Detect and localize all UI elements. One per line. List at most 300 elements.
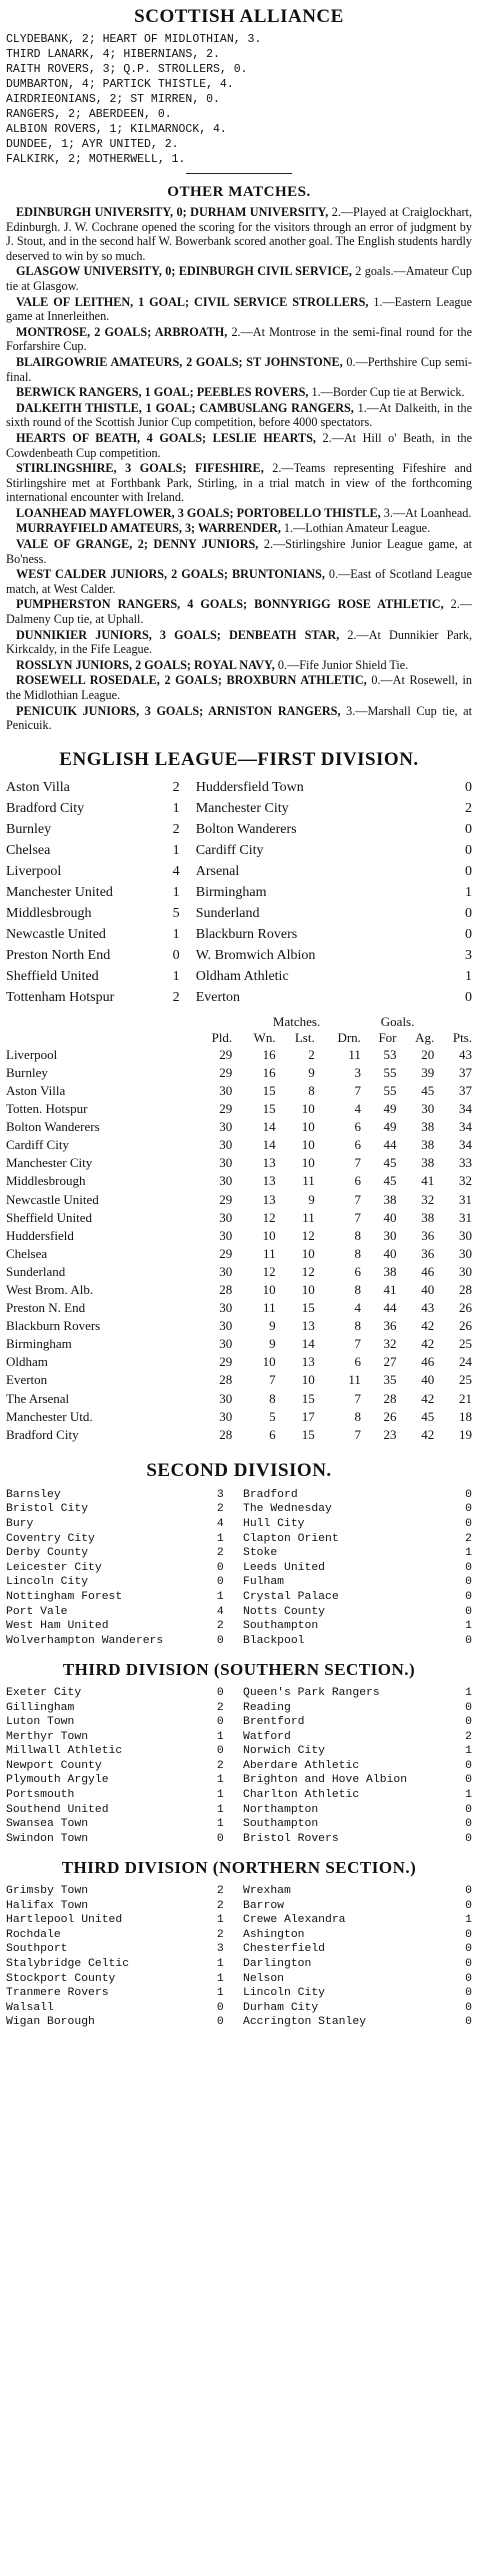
away-score: 1 <box>465 1620 472 1633</box>
away-score: 1 <box>465 884 472 900</box>
match-report <box>6 658 472 673</box>
cell-lost: 10 <box>301 1101 315 1117</box>
cell-drawn: 4 <box>354 1300 361 1316</box>
alliance-result-line: ALBION ROVERS, 1; KILMARNOCK, 4. <box>6 123 227 136</box>
cell-club: Middlesbrough <box>6 1173 86 1189</box>
home-team: Stockport County <box>6 1972 116 1985</box>
home-team: Aston Villa <box>6 779 70 795</box>
cell-club: Sunderland <box>6 1263 66 1279</box>
cell-lost: 10 <box>301 1155 315 1171</box>
home-score: 3 <box>216 1943 224 1956</box>
result-row <box>6 1884 472 1899</box>
cell-goals-for: 45 <box>383 1173 397 1189</box>
home-team: Liverpool <box>6 863 62 879</box>
away-score: 0 <box>465 1759 472 1772</box>
home-team: Hartlepool United <box>6 1914 123 1927</box>
cell-lost: 10 <box>301 1137 315 1153</box>
cell-goals-for: 55 <box>383 1082 397 1098</box>
alliance-result-line: DUNDEE, 1; AYR UNITED, 2. <box>6 138 179 151</box>
result-row <box>6 1803 472 1818</box>
match-report-lead: BERWICK RANGERS, 1 GOAL; PEEBLES ROVERS, <box>16 385 309 400</box>
away-team: Wrexham <box>242 1885 291 1897</box>
away-score: 0 <box>465 1716 472 1729</box>
away-team: Brighton and Hove Albion <box>242 1774 408 1787</box>
cell-won: 15 <box>262 1082 276 1098</box>
home-team: Walsall <box>6 2001 54 2014</box>
cell-club: Manchester City <box>6 1155 93 1171</box>
cell-lost: 11 <box>302 1209 315 1225</box>
cell-points: 43 <box>459 1046 472 1062</box>
alliance-result-line: RANGERS, 2; ABERDEEN, 0. <box>6 108 172 121</box>
result-row <box>6 1744 472 1759</box>
cell-points: 34 <box>459 1101 472 1117</box>
home-team: Swansea Town <box>6 1818 89 1831</box>
cell-points: 31 <box>459 1209 472 1225</box>
result-row <box>6 1986 472 2001</box>
match-report-lead: DUNNIKIER JUNIORS, 3 GOALS; DENBEATH STAR, <box>16 627 340 642</box>
result-row <box>6 1832 472 1847</box>
cell-lost: 13 <box>301 1354 315 1370</box>
result-row <box>6 1701 472 1716</box>
home-team: Coventry City <box>6 1532 95 1545</box>
match-report-lead: EDINBURGH UNIVERSITY, 0; DURHAM UNIVERSITY, <box>16 205 329 219</box>
home-score: 2 <box>216 1620 224 1633</box>
match-report-text: 1.—Border Cup tie at Berwick. <box>308 385 465 400</box>
cell-club: Manchester Utd. <box>6 1408 93 1424</box>
cell-club: Everton <box>6 1372 48 1388</box>
away-score: 2 <box>465 1532 472 1545</box>
cell-played: 30 <box>219 1300 233 1316</box>
cell-goals-against: 42 <box>421 1390 435 1406</box>
cell-drawn: 6 <box>354 1173 361 1189</box>
home-team: Portsmouth <box>6 1789 75 1802</box>
cell-lost: 12 <box>301 1227 315 1243</box>
cell-club: Totten. Hotspur <box>6 1101 88 1117</box>
match-report <box>6 521 472 536</box>
result-row <box>6 861 472 882</box>
home-score: 1 <box>216 1957 224 1970</box>
cell-goals-against: 46 <box>421 1354 435 1370</box>
cell-drawn: 11 <box>348 1046 361 1062</box>
match-report-text: 2.—At Dunnikier Park, Kirkcaldy, in the Fife League. <box>6 627 472 657</box>
cell-lost: 12 <box>301 1263 315 1279</box>
cell-lost: 15 <box>301 1390 315 1406</box>
scottish-alliance-results <box>6 32 472 167</box>
home-team: Halifax Town <box>6 1899 89 1912</box>
away-score: 0 <box>465 905 472 921</box>
away-score: 0 <box>465 1518 472 1531</box>
cell-played: 29 <box>219 1046 233 1062</box>
cell-goals-for: 38 <box>383 1191 397 1207</box>
cell-played: 29 <box>219 1101 233 1117</box>
result-row <box>6 1634 472 1649</box>
result-row <box>6 2015 472 2030</box>
away-team: Aberdare Athletic <box>242 1759 360 1772</box>
cell-played: 30 <box>219 1390 233 1406</box>
away-score: 0 <box>465 1576 472 1589</box>
other-matches-list <box>6 205 472 733</box>
match-report-text: 0.—East of Scotland League match, at West Calder. <box>6 567 472 596</box>
away-team: Bradford <box>242 1488 298 1501</box>
home-team: Sheffield United <box>6 968 99 984</box>
cell-goals-against: 38 <box>421 1137 435 1153</box>
cell-club: Huddersfield <box>6 1227 74 1243</box>
league-row <box>6 1191 472 1209</box>
away-score: 0 <box>465 1774 472 1787</box>
home-score: 2 <box>172 779 180 795</box>
cell-won: 12 <box>262 1263 276 1279</box>
league-row <box>6 1245 472 1263</box>
header-played: Pld. <box>211 1029 233 1045</box>
home-team: Manchester United <box>6 884 113 900</box>
away-team: Southampton <box>242 1818 319 1831</box>
cell-goals-for: 23 <box>383 1426 397 1442</box>
away-team: Northampton <box>242 1803 319 1816</box>
cell-goals-against: 42 <box>421 1318 435 1334</box>
match-report <box>6 264 472 293</box>
cell-club: Bradford City <box>6 1426 79 1442</box>
result-row <box>6 1590 472 1605</box>
league-row <box>6 1408 472 1426</box>
third-north-heading: THIRD DIVISION (NORTHERN SECTION.) <box>61 1858 417 1878</box>
cell-played: 30 <box>219 1082 233 1098</box>
result-row <box>6 1517 472 1532</box>
cell-won: 14 <box>262 1119 276 1135</box>
match-report-text: 0.—Fife Junior Shield Tie. <box>274 657 409 672</box>
league-row <box>6 1299 472 1317</box>
cell-lost: 11 <box>302 1173 315 1189</box>
away-score: 1 <box>465 1789 472 1802</box>
cell-played: 28 <box>219 1282 233 1297</box>
league-table-header-groups <box>6 1014 472 1030</box>
cell-goals-against: 32 <box>421 1191 435 1207</box>
home-team: Luton Town <box>6 1716 75 1729</box>
home-score: 0 <box>216 2016 224 2029</box>
result-row <box>6 1715 472 1730</box>
away-team: Durham City <box>242 2001 319 2014</box>
cell-club: Newcastle United <box>6 1191 99 1207</box>
cell-goals-against: 36 <box>421 1227 435 1243</box>
cell-points: 30 <box>459 1263 472 1279</box>
home-team: Bradford City <box>6 800 85 816</box>
result-row <box>6 1928 472 1943</box>
home-team: Bury <box>6 1518 34 1531</box>
cell-goals-for: 40 <box>383 1245 397 1261</box>
cell-points: 28 <box>459 1282 472 1297</box>
home-score: 2 <box>216 1503 224 1516</box>
away-team: Queen's Park Rangers <box>242 1686 380 1699</box>
cell-played: 28 <box>219 1372 233 1388</box>
home-score: 1 <box>216 1730 224 1743</box>
header-drawn: Drn. <box>337 1029 361 1045</box>
cell-won: 12 <box>262 1209 276 1225</box>
alliance-result-line: FALKIRK, 2; MOTHERWELL, 1. <box>6 153 186 166</box>
away-team: Nelson <box>242 1972 284 1985</box>
league-row <box>6 1118 472 1136</box>
match-report-lead: ROSSLYN JUNIORS, 2 GOALS; ROYAL NAVY, <box>16 657 275 672</box>
cell-won: 9 <box>269 1318 276 1334</box>
away-score: 1 <box>465 1547 472 1560</box>
league-row <box>6 1426 472 1444</box>
away-team: Cardiff City <box>195 842 264 858</box>
away-score: 0 <box>465 1634 472 1647</box>
cell-goals-for: 49 <box>383 1119 397 1135</box>
cell-goals-for: 27 <box>383 1354 397 1370</box>
cell-goals-against: 40 <box>421 1372 435 1388</box>
cell-played: 28 <box>219 1426 233 1442</box>
away-team: Darlington <box>242 1957 312 1970</box>
cell-drawn: 7 <box>354 1082 361 1098</box>
cell-points: 33 <box>459 1155 472 1171</box>
away-score: 0 <box>465 1488 472 1501</box>
cell-won: 9 <box>269 1336 276 1352</box>
match-report-lead: GLASGOW UNIVERSITY, 0; EDINBURGH CIVIL SERVICE, <box>16 264 352 279</box>
home-score: 2 <box>216 1547 224 1560</box>
match-report-text: 0.—Perthshire Cup semi-final. <box>6 354 472 384</box>
cell-goals-for: 45 <box>383 1155 397 1171</box>
match-report-text: 1.—At Dalkeith, in the sixth round of the Scottish Junior Cup competition, before 4000 spectators. <box>6 400 472 430</box>
third-south-heading: THIRD DIVISION (SOUTHERN SECTION.) <box>62 1660 416 1680</box>
cell-won: 10 <box>262 1282 276 1297</box>
home-team: Southend United <box>6 1803 109 1816</box>
alliance-result-line: RAITH ROVERS, 3; Q.P. STROLLERS, 0. <box>6 63 248 76</box>
cell-points: 18 <box>459 1408 472 1424</box>
cell-goals-for: 32 <box>383 1336 397 1352</box>
cell-won: 13 <box>262 1155 276 1171</box>
cell-lost: 10 <box>301 1372 315 1388</box>
away-score: 0 <box>465 779 472 795</box>
header-points: Pts. <box>452 1029 472 1045</box>
cell-goals-for: 53 <box>383 1046 397 1062</box>
away-score: 1 <box>465 1914 472 1927</box>
header-won: Wn. <box>253 1029 276 1045</box>
cell-lost: 14 <box>301 1336 315 1352</box>
header-goals-against: Ag. <box>415 1029 435 1045</box>
match-report-lead: ROSEWELL ROSEDALE, 2 GOALS; BROXBURN ATHLETIC, <box>16 673 367 688</box>
cell-lost: 13 <box>301 1318 315 1334</box>
away-team: Chesterfield <box>242 1943 326 1956</box>
cell-won: 13 <box>262 1173 276 1189</box>
cell-goals-against: 38 <box>421 1209 435 1225</box>
home-score: 1 <box>216 1532 224 1545</box>
home-score: 0 <box>216 1832 224 1845</box>
home-team: Wigan Borough <box>6 2016 95 2029</box>
away-score: 0 <box>465 1972 472 1985</box>
cell-won: 7 <box>269 1372 276 1388</box>
result-row <box>6 1532 472 1547</box>
home-team: Gillingham <box>6 1701 75 1714</box>
cell-goals-against: 20 <box>421 1046 435 1062</box>
cell-drawn: 6 <box>354 1137 361 1153</box>
cell-goals-against: 45 <box>421 1408 435 1424</box>
result-row <box>6 1605 472 1620</box>
home-score: 1 <box>172 968 180 984</box>
cell-drawn: 7 <box>354 1209 361 1225</box>
cell-won: 10 <box>262 1227 276 1243</box>
scottish-alliance-heading: SCOTTISH ALLIANCE <box>134 6 344 27</box>
cell-goals-against: 42 <box>421 1336 435 1352</box>
result-row <box>6 1686 472 1701</box>
away-team: Bolton Wanderers <box>195 821 297 837</box>
league-row <box>6 1100 472 1118</box>
match-report-lead: PUMPHERSTON RANGERS, 4 GOALS; BONNYRIGG ROSE ATHLETIC, <box>16 597 444 612</box>
match-report-lead: BLAIRGOWRIE AMATEURS, 2 GOALS; ST JOHNSTONE, <box>16 354 343 369</box>
cell-club: Aston Villa <box>6 1082 66 1098</box>
away-team: Sunderland <box>195 905 260 921</box>
cell-drawn: 6 <box>354 1263 361 1279</box>
cell-played: 30 <box>219 1137 233 1153</box>
third-north-results <box>6 1884 472 2030</box>
match-report <box>6 325 472 354</box>
league-row <box>6 1353 472 1371</box>
cell-drawn: 6 <box>354 1354 361 1370</box>
cell-goals-for: 26 <box>383 1408 397 1424</box>
matches-group-label: Matches. <box>272 1013 321 1029</box>
cell-drawn: 7 <box>354 1336 361 1352</box>
league-row <box>6 1371 472 1389</box>
match-report-text: 2.—Played at Craiglockhart, Edinburgh. J. W. Cochrane opened the scoring for the visitors through an error of judgment by J. Stout, and in the second half W. Bowerbank scored another goal. The English students hardly deserved to win by so much. <box>6 205 472 263</box>
away-score: 0 <box>465 1899 472 1912</box>
cell-goals-against: 38 <box>421 1155 435 1171</box>
result-row <box>6 882 472 903</box>
cell-drawn: 7 <box>354 1155 361 1171</box>
cell-drawn: 8 <box>354 1408 361 1424</box>
away-score: 1 <box>465 1745 472 1758</box>
cell-goals-for: 36 <box>383 1318 397 1334</box>
result-row <box>6 798 472 819</box>
away-team: Blackburn Rovers <box>195 926 298 942</box>
home-score: 1 <box>216 1803 224 1816</box>
result-row <box>6 987 472 1008</box>
third-south-results <box>6 1686 472 1847</box>
away-score: 0 <box>465 989 472 1005</box>
cell-goals-against: 38 <box>421 1119 435 1135</box>
match-report <box>6 537 472 566</box>
match-report-text: 1.—Lothian Amateur League. <box>280 521 431 536</box>
cell-drawn: 7 <box>354 1191 361 1207</box>
cell-played: 29 <box>219 1245 233 1261</box>
away-score: 0 <box>465 1503 472 1516</box>
cell-played: 30 <box>219 1318 233 1334</box>
home-score: 0 <box>216 1561 224 1574</box>
home-team: Preston North End <box>6 947 111 963</box>
cell-goals-for: 44 <box>383 1300 397 1316</box>
cell-drawn: 6 <box>354 1119 361 1135</box>
league-row <box>6 1082 472 1100</box>
other-matches-heading: OTHER MATCHES. <box>167 184 311 200</box>
cell-won: 16 <box>262 1046 276 1062</box>
away-score: 0 <box>465 926 472 942</box>
cell-points: 32 <box>459 1173 472 1189</box>
away-team: Bristol Rovers <box>242 1832 339 1845</box>
cell-lost: 15 <box>301 1300 315 1316</box>
cell-played: 30 <box>219 1173 233 1189</box>
cell-points: 25 <box>459 1336 472 1352</box>
away-team: Arsenal <box>195 863 240 879</box>
cell-won: 8 <box>269 1390 276 1406</box>
away-team: W. Bromwich Albion <box>195 947 316 963</box>
home-score: 0 <box>216 2001 224 2014</box>
home-score: 1 <box>172 842 180 858</box>
home-team: Lincoln City <box>6 1576 89 1589</box>
cell-club: Oldham <box>6 1354 48 1370</box>
home-score: 3 <box>216 1488 224 1501</box>
away-team: Birmingham <box>195 884 267 900</box>
cell-drawn: 8 <box>354 1227 361 1243</box>
home-team: Tranmere Rovers <box>6 1987 109 2000</box>
away-team: Barrow <box>242 1899 284 1912</box>
result-row <box>6 1619 472 1634</box>
result-row <box>6 1957 472 1972</box>
cell-won: 5 <box>269 1408 276 1424</box>
result-row <box>6 1575 472 1590</box>
home-team: Millwall Athletic <box>6 1745 123 1758</box>
cell-lost: 8 <box>308 1082 315 1098</box>
home-score: 4 <box>216 1518 224 1531</box>
home-team: Swindon Town <box>6 1832 89 1845</box>
away-team: Watford <box>242 1730 291 1743</box>
cell-points: 31 <box>459 1191 472 1207</box>
away-team: Southampton <box>242 1620 319 1633</box>
second-division-results <box>6 1488 472 1649</box>
cell-goals-against: 36 <box>421 1245 435 1261</box>
cell-played: 30 <box>219 1408 233 1424</box>
cell-goals-against: 42 <box>421 1426 435 1442</box>
league-row <box>6 1172 472 1190</box>
cell-club: West Brom. Alb. <box>6 1282 94 1297</box>
home-team: Barnsley <box>6 1488 61 1501</box>
away-score: 2 <box>465 800 472 816</box>
away-score: 1 <box>465 1686 472 1699</box>
cell-goals-for: 35 <box>383 1372 397 1388</box>
alliance-result-line: THIRD LANARK, 4; HIBERNIANS, 2. <box>6 48 220 61</box>
match-report-lead: MONTROSE, 2 GOALS; ARBROATH, <box>16 324 228 339</box>
result-row <box>6 1913 472 1928</box>
cell-goals-against: 30 <box>421 1101 435 1117</box>
match-report <box>6 673 472 702</box>
header-lost: Lst. <box>294 1029 315 1045</box>
home-team: Newcastle United <box>6 926 106 942</box>
match-report <box>6 295 472 324</box>
cell-played: 29 <box>219 1354 233 1370</box>
cell-lost: 10 <box>301 1245 315 1261</box>
away-score: 0 <box>465 1987 472 2000</box>
away-team: The Wednesday <box>242 1503 332 1516</box>
match-report-lead: STIRLINGSHIRE, 3 GOALS; FIFESHIRE, <box>16 461 264 476</box>
match-report-text: 0.—At Rosewell, in the Midlothian League. <box>6 673 473 702</box>
away-score: 2 <box>465 1730 472 1743</box>
result-row <box>6 840 472 861</box>
away-score: 0 <box>465 2016 472 2029</box>
divider <box>186 173 292 174</box>
home-score: 1 <box>216 1987 224 2000</box>
away-team: Lincoln City <box>242 1987 326 2000</box>
home-score: 2 <box>172 821 180 837</box>
match-report <box>6 597 472 626</box>
cell-played: 30 <box>219 1209 233 1225</box>
result-row <box>6 1899 472 1914</box>
home-score: 4 <box>216 1605 224 1618</box>
match-report <box>6 385 472 400</box>
cell-club: The Arsenal <box>6 1390 70 1406</box>
match-report-text: 3.—At Loanhead. <box>380 505 472 520</box>
cell-points: 24 <box>459 1354 472 1370</box>
away-team: Oldham Athletic <box>195 968 289 984</box>
cell-played: 30 <box>219 1336 233 1352</box>
first-division-results <box>6 777 472 1008</box>
cell-goals-for: 28 <box>383 1390 397 1406</box>
cell-goals-against: 45 <box>421 1082 435 1098</box>
